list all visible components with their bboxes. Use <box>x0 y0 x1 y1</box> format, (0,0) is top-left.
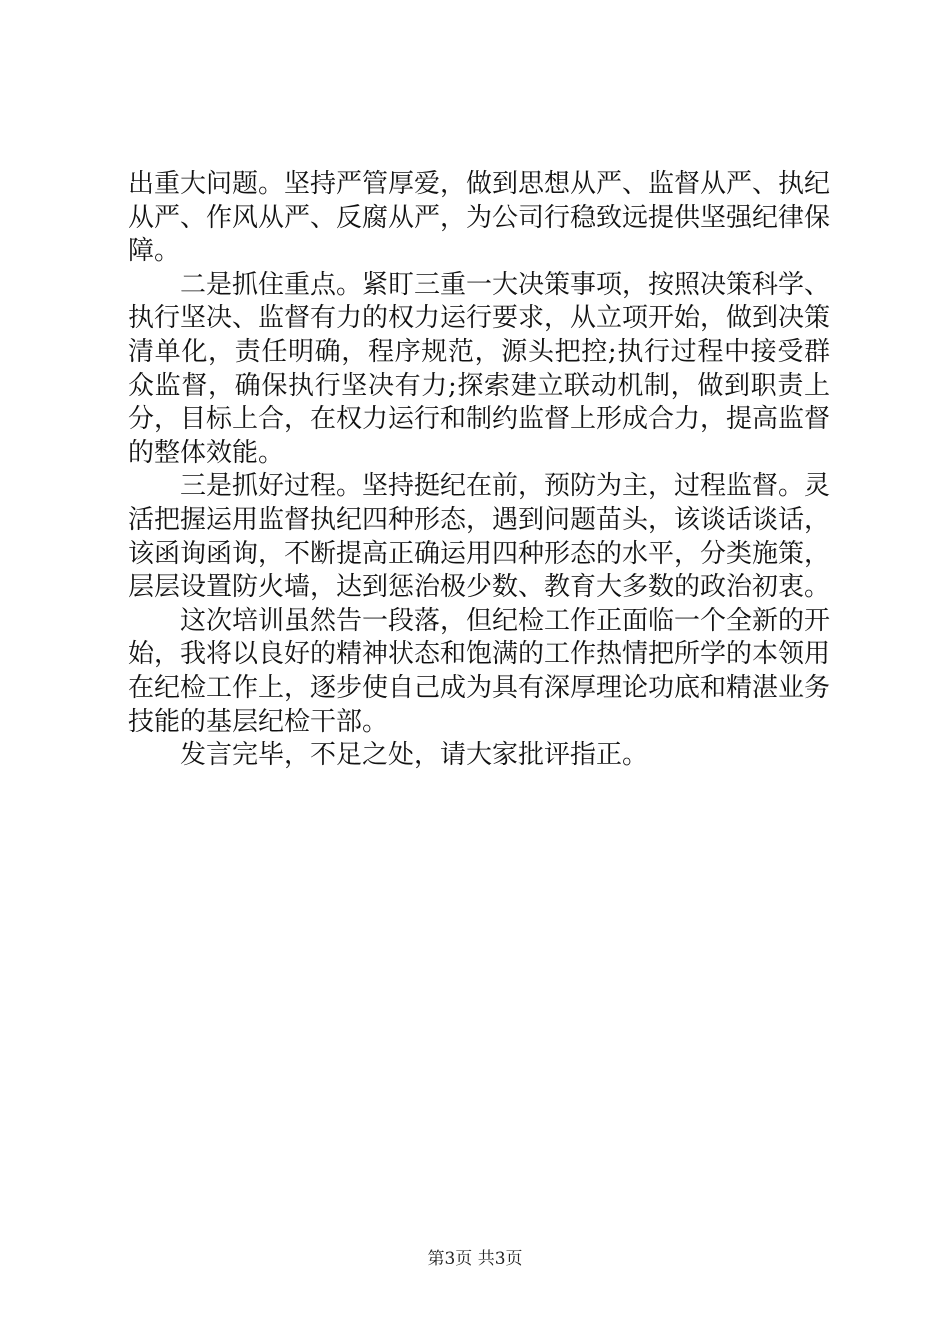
paragraph-closing: 发言完毕，不足之处，请大家批评指正。 <box>180 740 649 771</box>
paragraph-training-summary: 这次培训虽然告一段落，但纪检工作正面临一个全新的开始，我将以良好的精神状态和饱满的工作热情把所学的本领用在纪检工作上，逐步使自己成为具有深厚理论功底和精湛业务技能的基层纪检干部。 <box>128 605 831 737</box>
paragraph-continuation: 出重大问题。坚持严管厚爱，做到思想从严、监督从严、执纪从严、作风从严、反腐从严，为公司行稳致远提供坚强纪律保障。 <box>128 169 831 267</box>
page-number-footer: 第3页 共3页 <box>427 1249 523 1269</box>
paragraph-process: 三是抓好过程。坚持挺纪在前，预防为主，过程监督。灵活把握运用监督执纪四种形态，遇到问题苗头，该谈话谈话，该函询函询，不断提高正确运用四种形态的水平，分类施策，层层设置防火墙，达到惩治极少数、教育大多数的政治初衷。 <box>128 471 831 603</box>
paragraph-key-points: 二是抓住重点。紧盯三重一大决策事项，按照决策科学、执行坚决、监督有力的权力运行要求，从立项开始，做到决策清单化，责任明确，程序规范，源头把控;执行过程中接受群众监督，确保执行坚决有力;探索建立联动机制，做到职责上分，目标上合，在权力运行和制约监督上形成合力，提高监督的整体效能。 <box>128 269 831 468</box>
document-body <box>128 168 830 773</box>
